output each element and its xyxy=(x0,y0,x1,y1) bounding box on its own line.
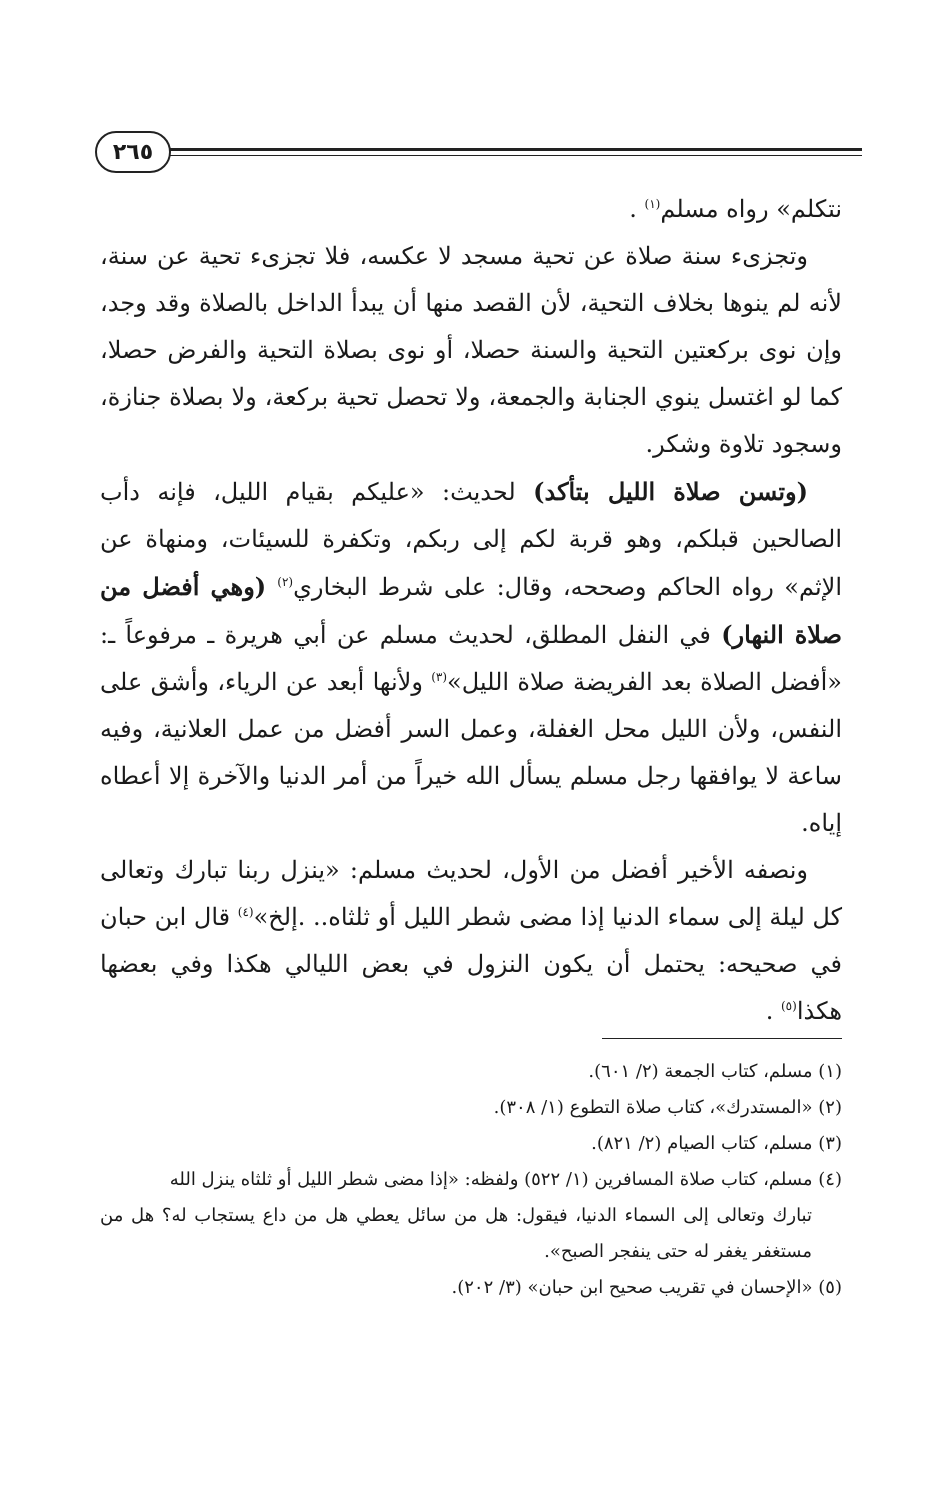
header-rule-thin xyxy=(165,155,862,156)
page-header xyxy=(95,128,862,172)
footnote-ref: (٥) xyxy=(780,999,797,1013)
paragraph xyxy=(100,186,842,233)
text-run: لحديث: «عليكم بقيام الليل، فإنه دأب الصالحين قبلكم، وهو قربة لكم إلى ربكم، وتكفرة للسيئات، ومنهاة عن الإثم» رواه الحاكم وصححه، وقال: على شرط البخاري xyxy=(100,478,842,601)
text-run: ونصفه الأخير أفضل من الأول، لحديث مسلم: «ينزل ربنا تبارك وتعالى كل ليلة إلى سماء الدنيا إذا مضى شطر الليل أو ثلثاه.. .إلخ» xyxy=(100,856,842,931)
footnote-separator xyxy=(602,1038,842,1039)
footnotes xyxy=(100,1054,842,1306)
header-rule xyxy=(165,148,862,151)
footnote: (٥) «الإحسان في تقريب صحيح ابن حبان» (٣/ ٢٠٢). xyxy=(451,1277,842,1298)
paragraph: وتجزىء سنة صلاة عن تحية مسجد لا عكسه، فلا تجزىء تحية عن سنة، لأنه لم ينوها بخلاف التحية، لأن القصد منها أن يبدأ الداخل بالصلاة وقد وجد، وإن نوى بركعتين التحية والسنة حصلا، أو نوى بصلاة التحية والفرض حصلا، كما لو اغتسل ينوي الجنابة والجمعة، ولا تحصل تحية بركعة، ولا بصلاة جنازة، وسجود تلاوة وشكر. xyxy=(100,242,842,458)
footnote-ref: (٤) xyxy=(237,905,254,919)
footnote: (٣) مسلم، كتاب الصيام (٢/ ٨٢١). xyxy=(591,1133,842,1154)
paragraph xyxy=(100,468,842,847)
footnote: (٤) مسلم، كتاب صلاة المسافرين (١/ ٥٢٢) ولفظه: «إذا مضى شطر الليل أو ثلثاه ينزل الله xyxy=(169,1169,842,1190)
main-text xyxy=(100,186,842,1035)
text-run: في النفل المطلق، لحديث مسلم عن أبي هريرة ـ مرفوعاً ـ: «أفضل الصلاة بعد الفريضة صلاة الليل» xyxy=(100,621,842,696)
bold-phrase: (وهي أفضل من صلاة النهار) xyxy=(100,572,843,649)
page-number: ٢٦٥ xyxy=(95,131,171,173)
bold-phrase: (وتسن صلاة الليل بتأكد) xyxy=(533,477,808,506)
footnote-ref: (١) xyxy=(644,197,661,211)
footnote: (١) مسلم، كتاب الجمعة (٢/ ٦٠١). xyxy=(588,1061,842,1082)
text-run: نتكلم» رواه مسلم xyxy=(660,195,842,223)
paragraph xyxy=(100,847,842,1035)
footnote-ref: (٣) xyxy=(431,670,448,684)
text-run: ولأنها أبعد عن الرياء، وأشق على النفس، ولأن الليل محل الغفلة، وعمل السر أفضل من عمل العلانية، وفيه ساعة لا يوافقها رجل مسلم يسأل الله خيراً من أمر الدنيا والآخرة إلا أعطاه إياه. xyxy=(100,668,842,837)
footnote-ref: (٢) xyxy=(277,575,294,589)
text-run: . xyxy=(629,195,645,223)
footnote: (٢) «المستدرك»، كتاب صلاة التطوع (١/ ٣٠٨). xyxy=(493,1097,842,1118)
text-run: قال ابن حبان في صحيحه: يحتمل أن يكون النزول في بعض الليالي هكذا وفي بعضها هكذا xyxy=(100,903,843,1025)
footnote-continuation: تبارك وتعالى إلى السماء الدنيا، فيقول: هل من سائل يعطي هل من داع يستجاب له؟ هل من مستغفر يغفر له حتى ينفجر الصبح». xyxy=(100,1205,812,1262)
text-run: . xyxy=(765,997,781,1025)
